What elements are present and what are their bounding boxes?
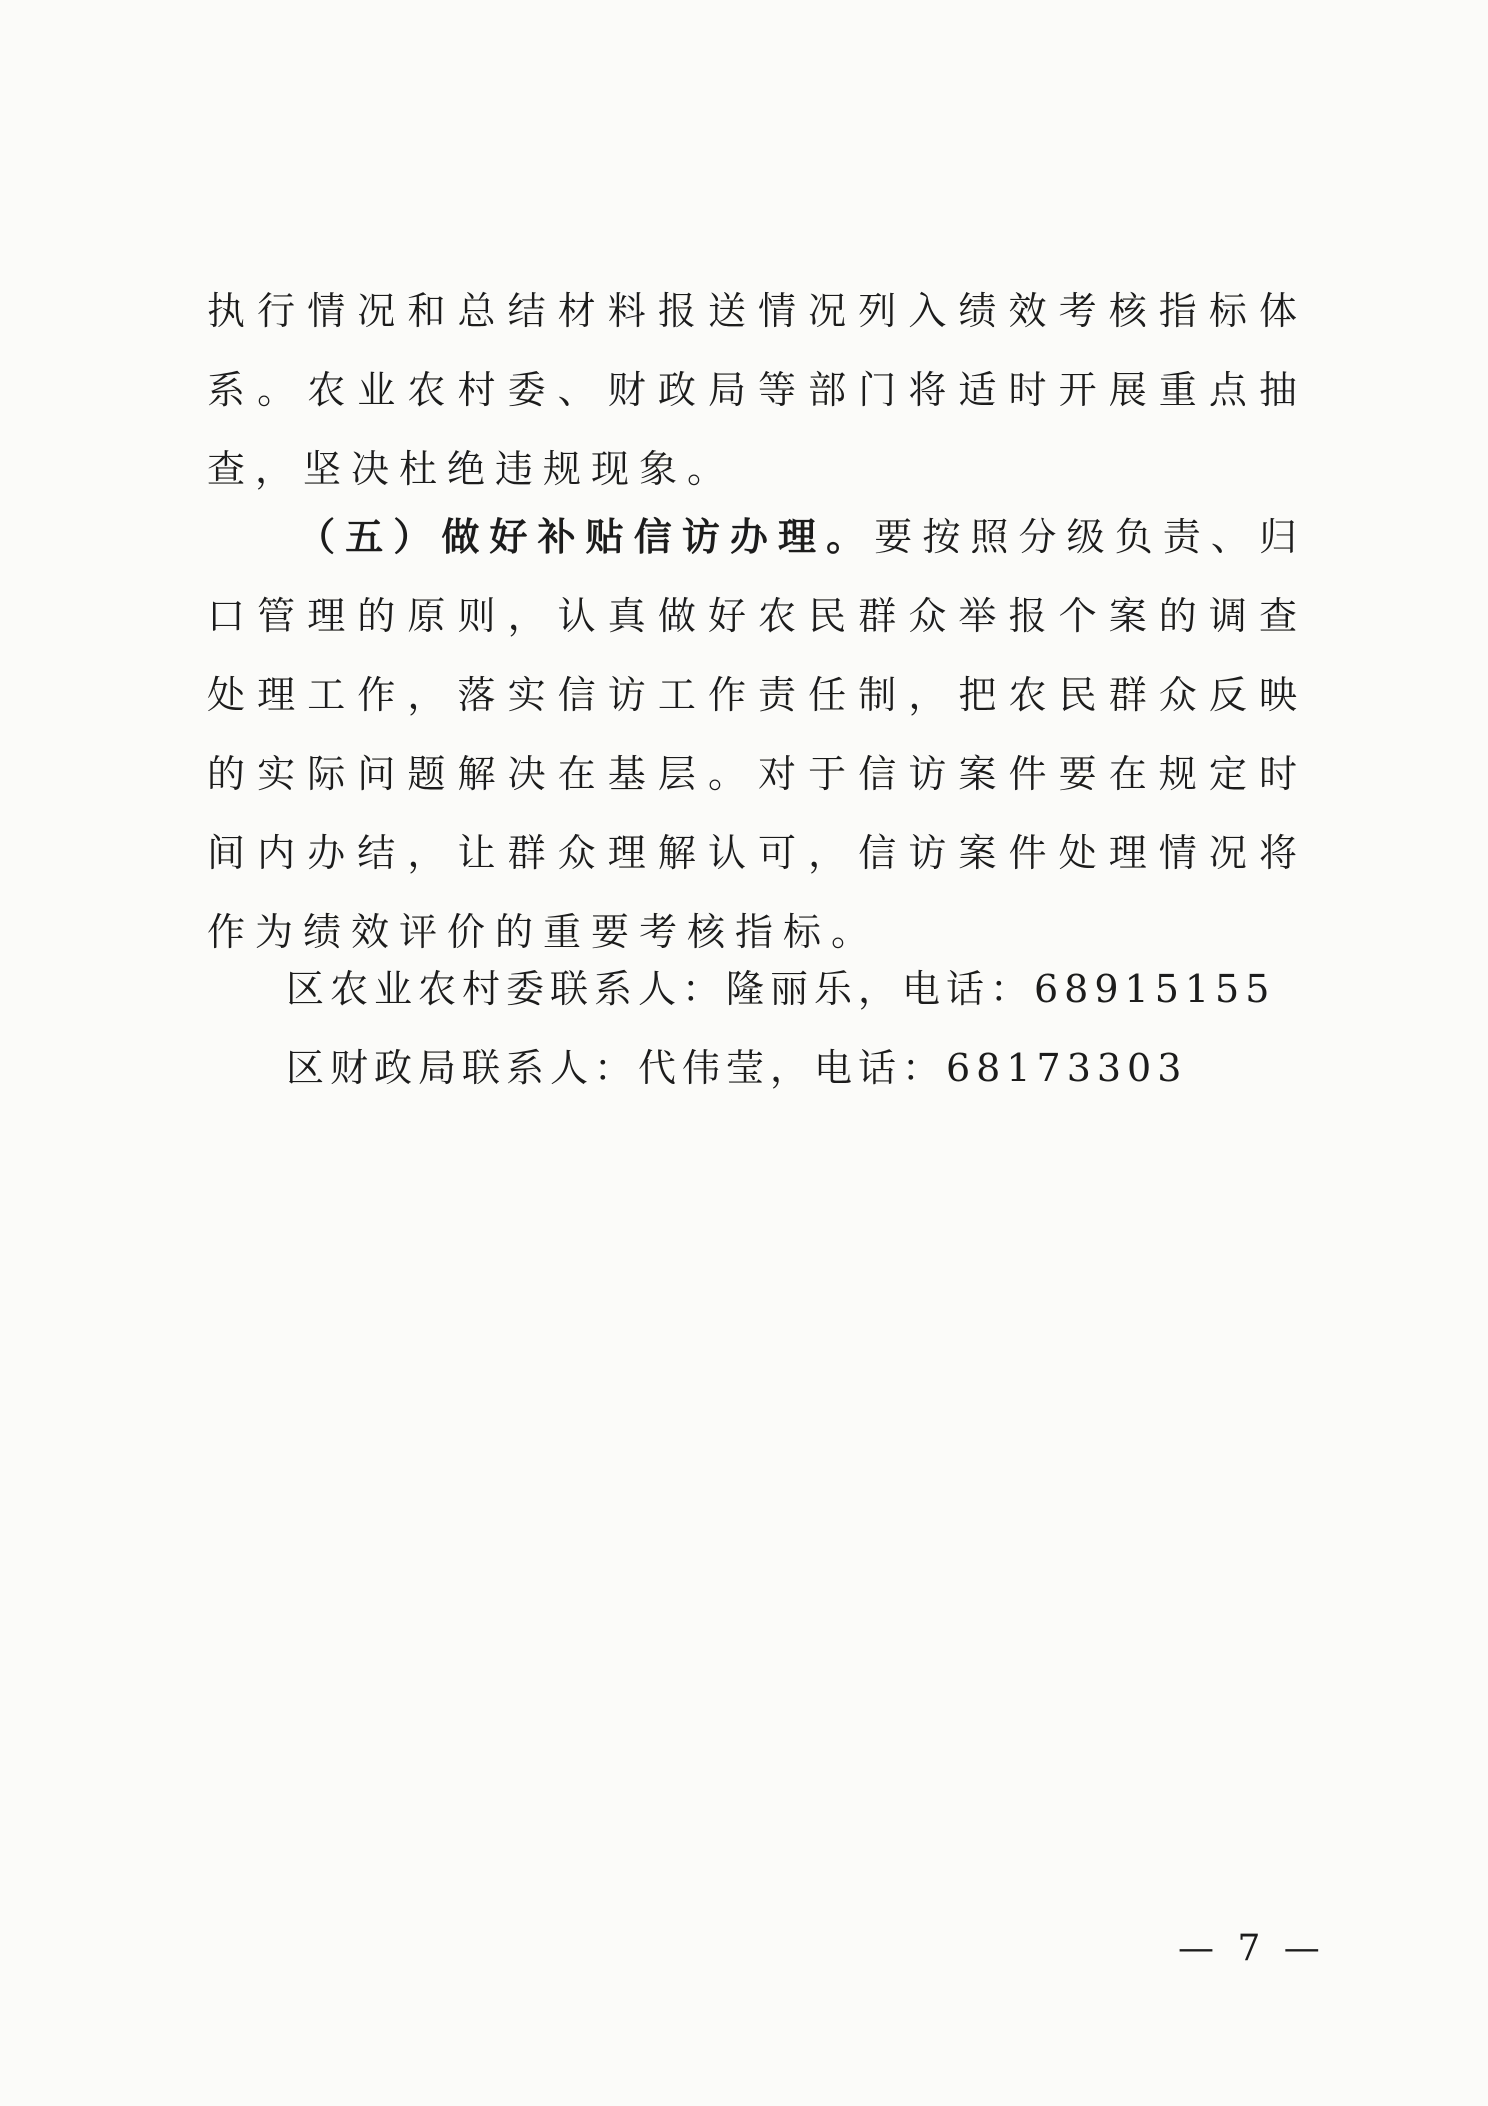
page-number: — 7 — <box>1178 1928 1326 1969</box>
contact-finance: 区财政局联系人：代伟莹，电话：68173303 <box>286 1046 1188 1090</box>
paragraph-petition-handling <box>207 497 1307 972</box>
section-heading: （五）做好补贴信访办理。 <box>297 514 875 559</box>
contact-list <box>286 950 1275 1108</box>
paragraph-continuation: 执行情况和总结材料报送情况列入绩效考核指标体系。农业农村委、财政局等部门将适时开展重点抽查，坚决杜绝违规现象。 <box>207 289 1307 491</box>
paragraph-body: 要按照分级负责、归口管理的原则，认真做好农民群众举报个案的调查处理工作，落实信访工作责任制，把农民群众反映的实际问题解决在基层。对于信访案件要在规定时间内办结，让群众理解认可，信访案件处理情况将作为绩效评价的重要考核指标。 <box>207 515 1307 954</box>
contact-agriculture: 区农业农村委联系人：隆丽乐，电话：68915155 <box>286 967 1276 1011</box>
